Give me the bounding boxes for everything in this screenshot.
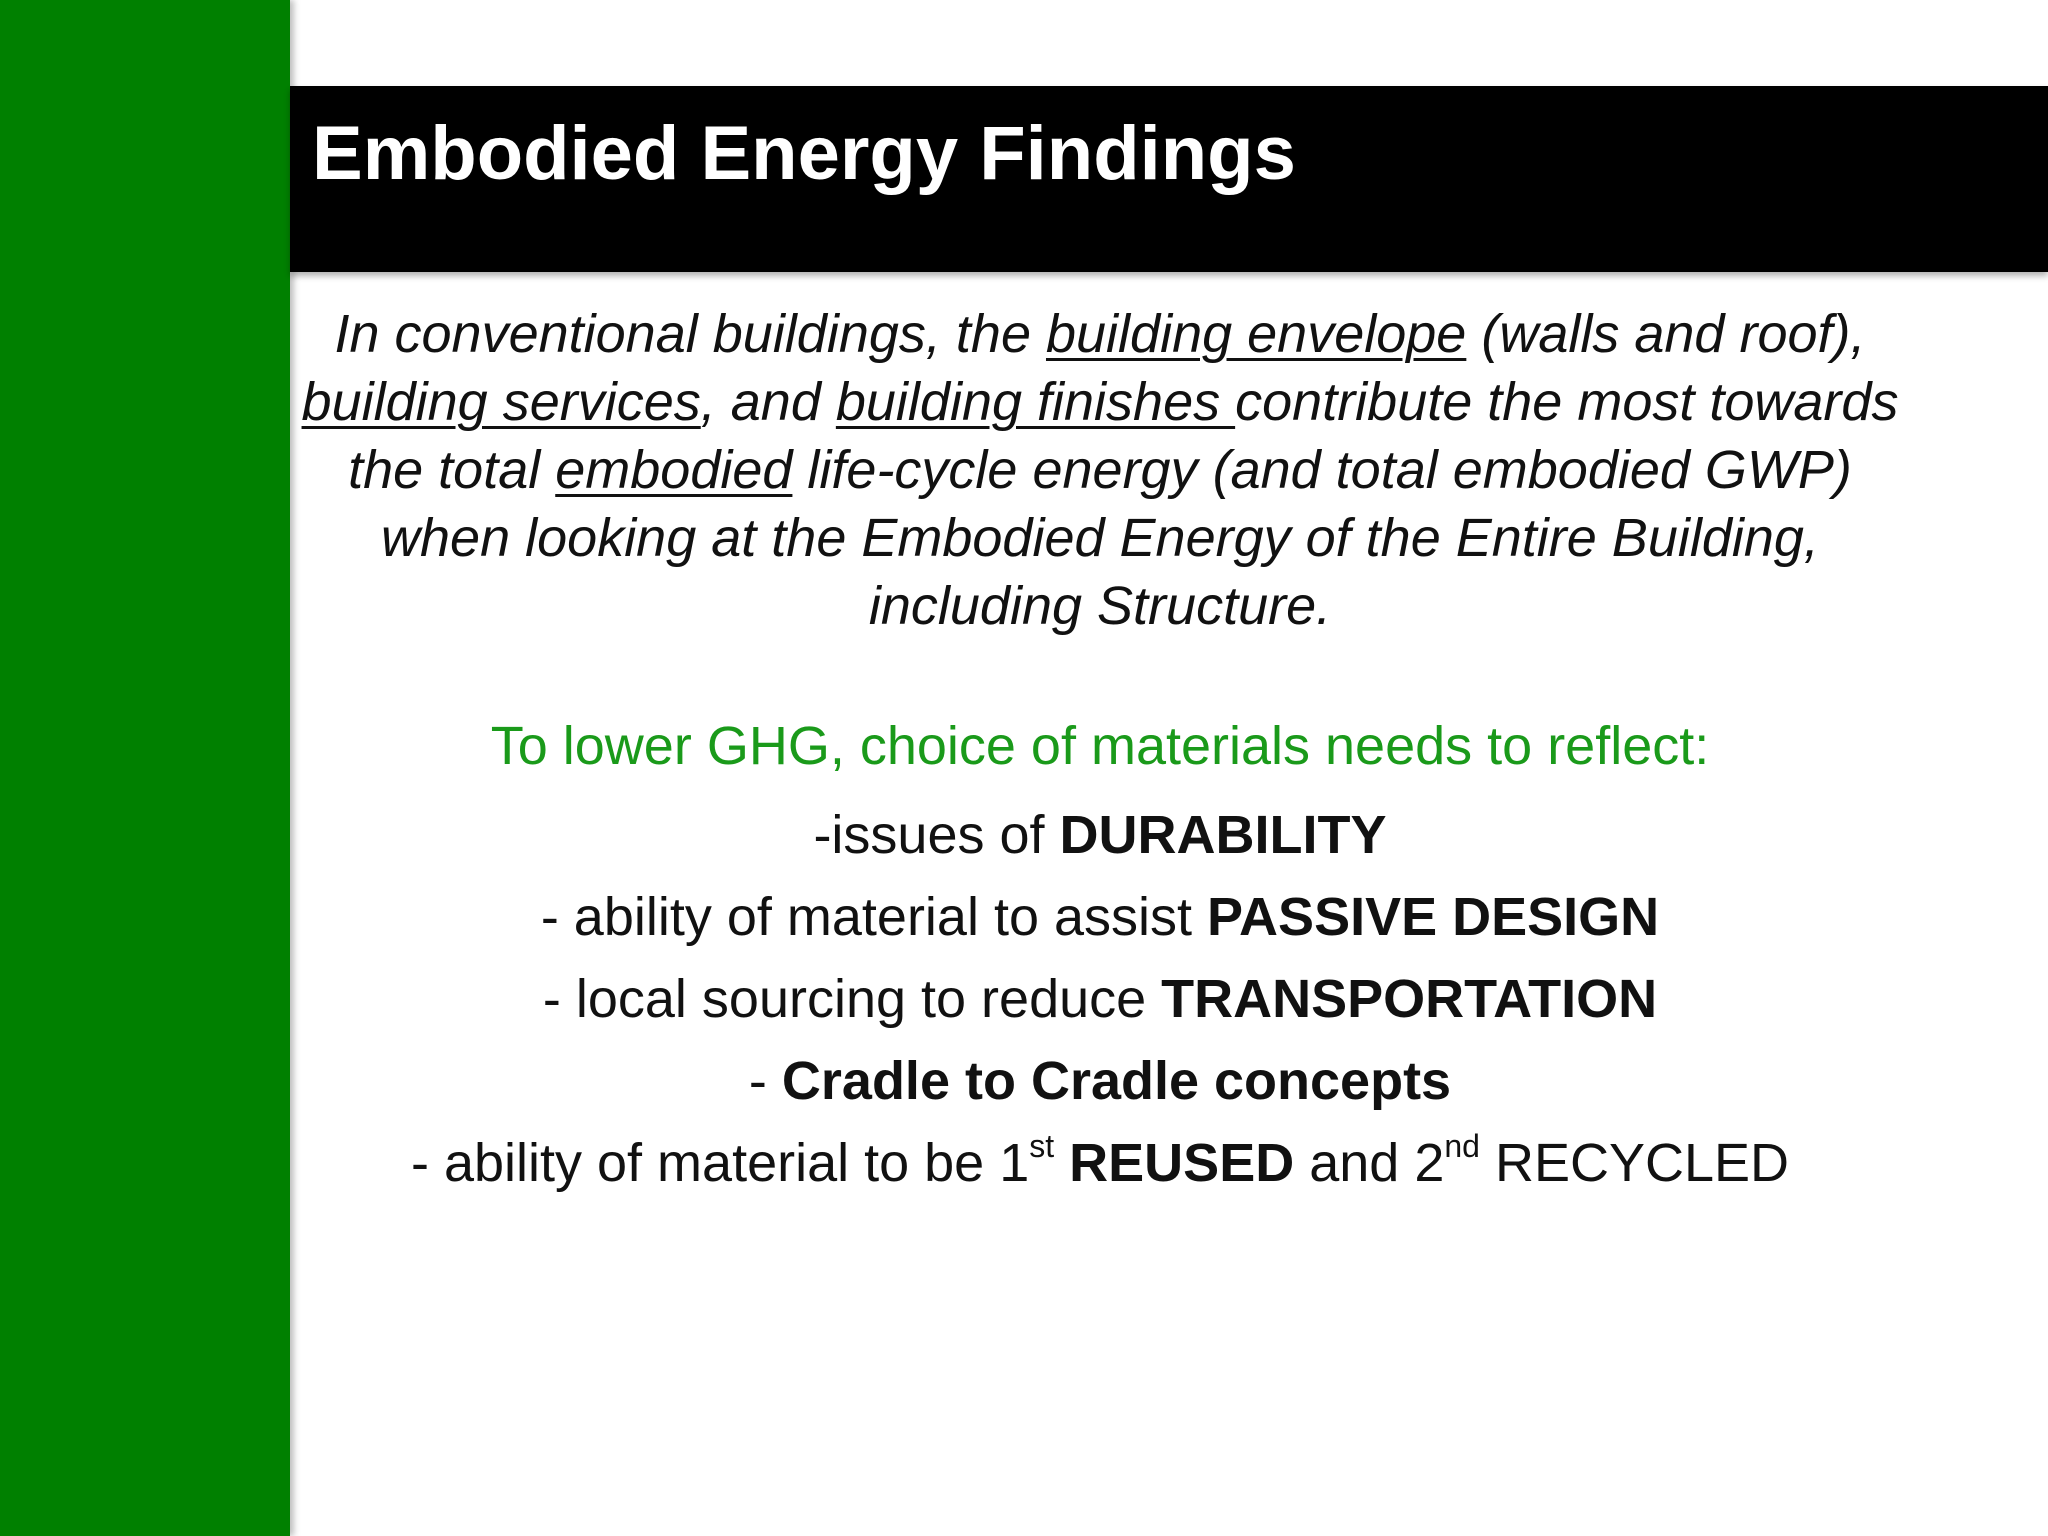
ordinal-superscript: nd (1444, 1128, 1480, 1164)
item-text: -issues of (813, 805, 1060, 865)
item-emphasis: REUSED (1069, 1133, 1295, 1193)
title-bar (290, 86, 2048, 272)
item-text: - local sourcing to reduce (542, 969, 1162, 1029)
item-emphasis: PASSIVE DESIGN (1207, 887, 1660, 947)
item-text: RECYCLED (1479, 1133, 1790, 1193)
underlined-term-services: building services (301, 372, 701, 432)
intro-text: life-cycle energy (and total embodied GWP) when looking at the Embodied Energy of the Entire Building, including Structure. (381, 440, 1852, 636)
item-text: and 2 (1294, 1133, 1445, 1193)
list-item (290, 1040, 1910, 1122)
intro-paragraph (290, 300, 1910, 640)
underlined-term-embodied: embodied (555, 440, 793, 500)
left-accent-bar (0, 0, 290, 1536)
intro-text: contribute the most towards the total (348, 372, 1899, 500)
list-item (290, 958, 1910, 1040)
item-text: - ability of material to assist (540, 887, 1208, 947)
lead-line: To lower GHG, choice of materials needs to reflect: (490, 716, 1710, 776)
item-text: - ability of material to be 1 (410, 1133, 1030, 1193)
intro-text: (walls and roof), (1466, 304, 1866, 364)
slide-title: Embodied Energy Findings (312, 111, 1296, 196)
list-item (290, 794, 1910, 876)
intro-text: In conventional buildings, the (334, 304, 1046, 364)
underlined-term-finishes: building finishes (835, 372, 1236, 432)
item-emphasis: DURABILITY (1059, 805, 1387, 865)
list-item (290, 876, 1910, 958)
ordinal-superscript: st (1029, 1128, 1055, 1164)
item-text: - (748, 1051, 782, 1111)
item-emphasis: TRANSPORTATION (1161, 969, 1658, 1029)
material-criteria-list (290, 794, 1910, 1204)
list-item (290, 1122, 1910, 1204)
underlined-term-envelope: building envelope (1045, 304, 1467, 364)
slide-body (290, 300, 1910, 1204)
item-emphasis: Cradle to Cradle concepts (781, 1051, 1452, 1111)
intro-text: , and (700, 372, 836, 432)
